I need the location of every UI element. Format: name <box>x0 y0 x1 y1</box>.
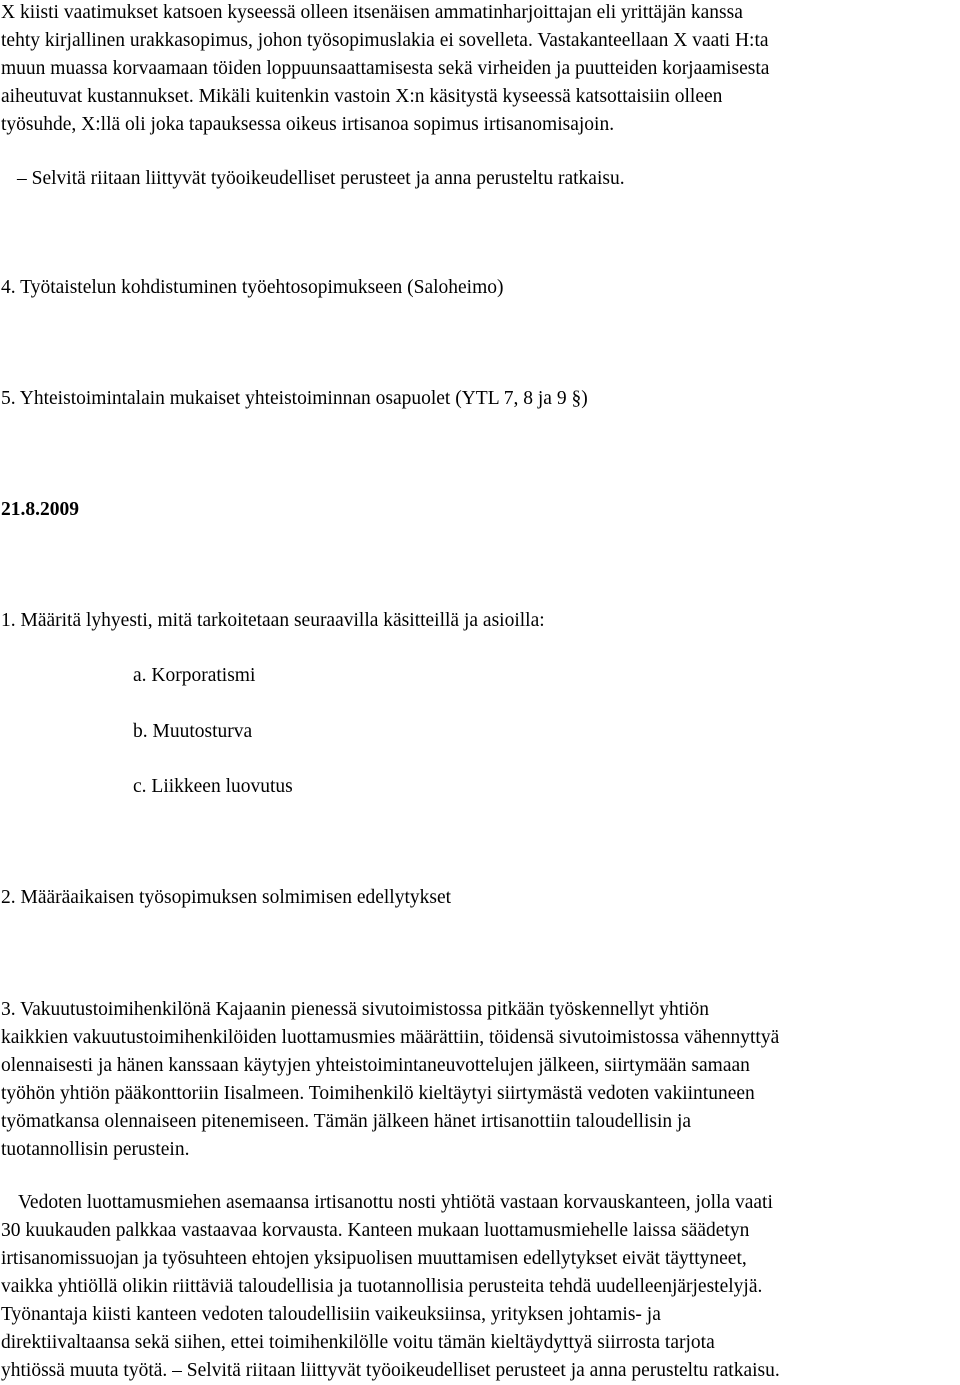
question-2: 2. Määräaikaisen työsopimuksen solmimisen edellytykset <box>1 887 452 908</box>
case-paragraph <box>1 0 959 139</box>
text-line: aiheutuvat kustannukset. Mikäli kuitenkin vastoin X:n käsitystä kyseessä katsottaisiin olleen <box>1 86 723 107</box>
text-line: X kiisti vaatimukset katsoen kyseessä olleen itsenäisen ammatinharjoittajan eli yrittäjän kanssa <box>1 2 743 23</box>
text-line: olennaisesti ja hänen kanssaan käytyjen yhteistoimintaneuvottelujen jälkeen, siirtymään samaan <box>1 1055 750 1076</box>
text-line: 3. Vakuutustoimihenkilönä Kajaanin pienessä sivutoimistossa pitkään työskennellyt yhtiön <box>1 999 710 1020</box>
text-line: 30 kuukauden palkkaa vastaavaa korvausta. Kanteen mukaan luottamusmiehelle laissa säädetyn <box>1 1220 750 1241</box>
text-line: työhön yhtiön pääkonttoriin Iisalmeen. Toimihenkilö kieltäytyi siirtymästä vedoten vakiintuneen <box>1 1083 755 1104</box>
text-line: yhtiössä muuta työtä. – Selvitä riitaan liittyvät työoikeudelliset perusteet ja anna perusteltu ratkaisu. <box>1 1360 780 1381</box>
text-line: Työnantaja kiisti kanteen vedoten taloudellisiin vaikeuksiinsa, yrityksen johtamis- ja <box>1 1304 661 1325</box>
text-line: vaikka yhtiöllä olikin riittäviä taloudellisia ja tuotannollisia perusteita tehdä uudelleenjärjestelyjä. <box>1 1276 763 1297</box>
text-line: työmatkansa olennaiseen pitenemiseen. Tämän jälkeen hänet irtisanottiin taloudellisin ja <box>1 1111 692 1132</box>
text-line: työsuhde, X:llä oli joka tapauksessa oikeus irtisanoa sopimus irtisanomisajoin. <box>1 114 615 135</box>
text-line: irtisanomissuojan ja työsuhteen ehtojen yksipuolisen muuttamisen edellytykset eivät täyttyneet, <box>1 1248 747 1269</box>
question-4: 4. Työtaistelun kohdistuminen työehtosopimukseen (Saloheimo) <box>1 277 504 298</box>
question-5: 5. Yhteistoimintalain mukaiset yhteistoiminnan osapuolet (YTL 7, 8 ja 9 §) <box>1 388 588 409</box>
question-3-paragraph-1 <box>1 996 959 1164</box>
instruction-line: – Selvitä riitaan liittyvät työoikeudelliset perusteet ja anna perusteltu ratkaisu. <box>17 168 625 189</box>
subitem-c: c. Liikkeen luovutus <box>133 776 293 797</box>
exam-date-heading: 21.8.2009 <box>1 499 79 520</box>
text-line: direktiivaltaansa sekä siihen, ettei toimihenkilölle voitu tämän kieltäydyttyä siirrosta tarjota <box>1 1332 715 1353</box>
text-line: tehty kirjallinen urakkasopimus, johon työsopimuslakia ei sovelleta. Vastakanteellaan X vaati H:ta <box>1 30 769 51</box>
subitem-b: b. Muutosturva <box>133 721 253 742</box>
question-3-paragraph-2 <box>1 1189 959 1385</box>
text-line: muun muassa korvaamaan töiden loppuunsaattamisesta sekä virheiden ja puutteiden korjaamisesta <box>1 58 770 79</box>
text-line: tuotannollisin perustein. <box>1 1139 190 1160</box>
text-line: Vedoten luottamusmiehen asemaansa irtisanottu nosti yhtiötä vastaan korvauskanteen, jolla vaati <box>18 1192 773 1213</box>
question-1: 1. Määritä lyhyesti, mitä tarkoitetaan seuraavilla käsitteillä ja asioilla: <box>1 610 545 631</box>
text-line: kaikkien vakuutustoimihenkilöiden luottamusmies määrättiin, töidensä sivutoimistossa vähennyttyä <box>1 1027 780 1048</box>
subitem-a: a. Korporatismi <box>133 665 256 686</box>
